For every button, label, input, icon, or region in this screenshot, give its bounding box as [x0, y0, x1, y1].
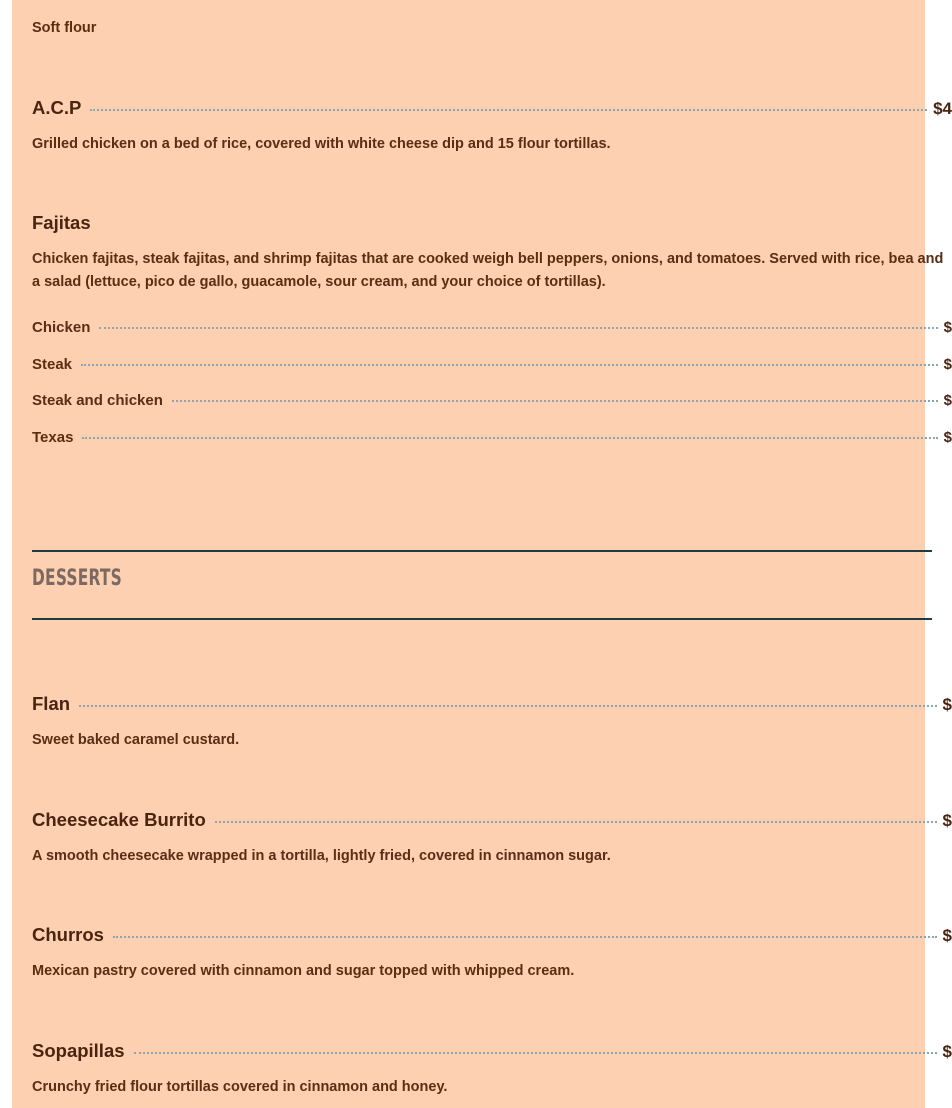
menu-page	[12, 0, 952, 1108]
item-name: Fajitas	[32, 212, 91, 233]
item-name: Sopapillas	[32, 1040, 125, 1061]
churros-description: Mexican pastry covered with cinnamon and sugar topped with whipped cream.	[32, 963, 575, 979]
menu-item-sopapillas	[32, 1040, 952, 1062]
dot-leader	[113, 936, 937, 938]
option-price: $	[943, 392, 952, 409]
dot-leader	[215, 821, 937, 823]
option-name: Chicken	[32, 319, 91, 336]
section-title-desserts: DESSERTS	[32, 566, 123, 591]
dot-leader	[82, 437, 937, 439]
dot-leader	[99, 327, 937, 329]
item-price: $	[942, 695, 952, 714]
menu-item-flan	[32, 693, 952, 715]
fajitas-option	[32, 319, 952, 336]
menu-item-fajitas	[32, 212, 952, 234]
option-name: Steak	[32, 356, 73, 373]
option-price: $	[943, 356, 952, 373]
option-name: Steak and chicken	[32, 392, 163, 409]
section-divider-top	[32, 550, 932, 552]
menu-item-churros	[32, 924, 952, 946]
dot-leader	[90, 109, 927, 111]
top-item-description: Soft flour	[32, 20, 97, 36]
flan-description: Sweet baked caramel custard.	[32, 732, 240, 748]
item-price: $4	[933, 99, 952, 118]
option-name: Texas	[32, 429, 74, 446]
fajitas-option	[32, 392, 952, 409]
item-price: $	[942, 926, 952, 945]
section-divider-bottom	[32, 618, 932, 620]
dot-leader	[172, 400, 938, 402]
fajitas-option	[32, 429, 952, 446]
menu-item-cheesecake-burrito	[32, 809, 952, 831]
fajitas-description: Chicken fajitas, steak fajitas, and shrimp fajitas that are cooked weigh bell peppers, onions, and tomatoes. Served with rice, bea and a salad (lettuce, pico de gallo, guacamole, sour cream, and your choice of tortillas).	[32, 251, 944, 290]
dot-leader	[81, 364, 938, 366]
dot-leader	[134, 1052, 937, 1054]
item-name: A.C.P	[32, 97, 82, 118]
item-name: Churros	[32, 924, 104, 945]
item-name: Flan	[32, 693, 71, 714]
dot-leader	[79, 705, 937, 707]
option-price: $	[943, 319, 952, 336]
fajitas-option	[32, 356, 952, 373]
menu-item-acp	[32, 97, 952, 119]
sopapillas-description: Crunchy fried flour tortillas covered in cinnamon and honey.	[32, 1079, 448, 1095]
item-price: $	[942, 811, 952, 830]
item-price: $	[942, 1042, 952, 1061]
option-price: $	[943, 429, 952, 446]
item-name: Cheesecake Burrito	[32, 809, 206, 830]
acp-description: Grilled chicken on a bed of rice, covered with white cheese dip and 15 flour tortillas.	[32, 136, 611, 152]
cheesecake-burrito-description: A smooth cheesecake wrapped in a tortilla, lightly fried, covered in cinnamon sugar.	[32, 848, 611, 864]
